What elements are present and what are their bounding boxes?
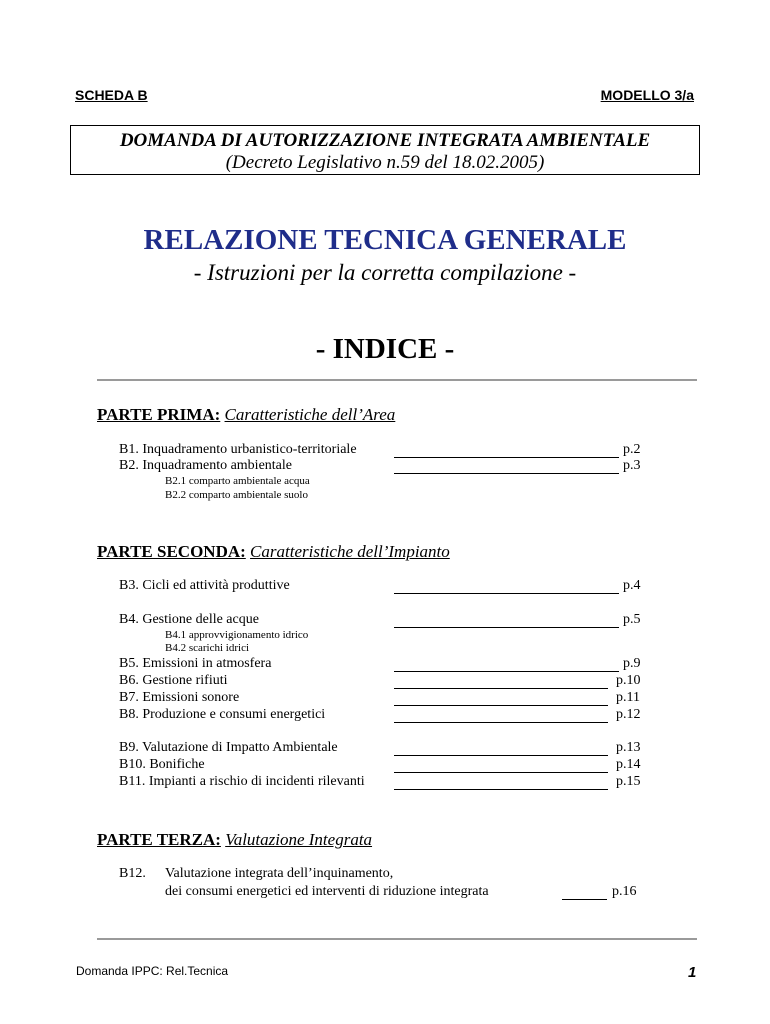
leader-line (394, 789, 608, 790)
leader-line (394, 705, 608, 706)
leader-line (394, 688, 608, 689)
part-heading-3 (97, 830, 372, 850)
part-heading-2 (97, 542, 450, 562)
scheda-label: SCHEDA B (75, 87, 148, 103)
divider-bottom (97, 938, 697, 940)
page-title: RELAZIONE TECNICA GENERALE (143, 224, 627, 256)
toc-entry-b11: B11. Impianti a rischio di incidenti rilevanti (119, 774, 365, 789)
page-ref: p.15 (616, 774, 641, 789)
toc-entry-b7: B7. Emissioni sonore (119, 690, 240, 705)
footer-label: Domanda IPPC: Rel.Tecnica (76, 964, 229, 978)
page-subtitle: - Istruzioni per la corretta compilazione - (193, 260, 577, 285)
page-ref: p.2 (623, 442, 641, 457)
heading-line-1: DOMANDA DI AUTORIZZAZIONE INTEGRATA AMBIENTALE (119, 130, 651, 151)
page-ref: p.12 (616, 707, 641, 722)
leader-line (394, 772, 608, 773)
page-ref: p.11 (616, 690, 640, 705)
page-ref: p.3 (623, 458, 641, 473)
page-ref: p.10 (616, 673, 641, 688)
part-name: PARTE PRIMA: (97, 405, 221, 424)
toc-entry-b12-line-2: dei consumi energetici ed interventi di riduzione integrata (165, 884, 489, 899)
toc-entry-b4: B4. Gestione delle acque (119, 612, 259, 627)
heading-line-2: (Decreto Legislativo n.59 del 18.02.2005) (225, 152, 545, 173)
leader-line (394, 755, 608, 756)
toc-entry-b12-number: B12. (119, 866, 146, 881)
leader-line (562, 899, 607, 900)
leader-line (394, 722, 608, 723)
toc-subentry-b4-1: B4.1 approvvigionamento idrico (165, 629, 309, 641)
page-ref: p.16 (612, 884, 637, 899)
leader-line (394, 671, 619, 672)
part-name: PARTE TERZA: (97, 830, 221, 849)
page-ref: p.14 (616, 757, 641, 772)
page-ref: p.13 (616, 740, 641, 755)
toc-entry-b2: B2. Inquadramento ambientale (119, 458, 292, 473)
part-heading-1 (97, 405, 395, 425)
part-description: Caratteristiche dell’Area (224, 405, 396, 424)
toc-subentry-b2-2: B2.2 comparto ambientale suolo (165, 489, 308, 501)
page-number: 1 (688, 964, 697, 981)
divider-top (97, 379, 697, 381)
toc-entry-b9: B9. Valutazione di Impatto Ambientale (119, 740, 338, 755)
leader-line (394, 457, 619, 458)
document-heading-box (70, 125, 700, 175)
toc-entry-b8: B8. Produzione e consumi energetici (119, 707, 326, 722)
modello-label: MODELLO 3/a (600, 87, 694, 103)
page-ref: p.9 (623, 656, 641, 671)
toc-entry-b10: B10. Bonifiche (119, 757, 205, 772)
toc-subentry-b4-2: B4.2 scarichi idrici (165, 642, 250, 654)
leader-line (394, 627, 619, 628)
toc-entry-b3: B3. Cicli ed attività produttive (119, 578, 290, 593)
leader-line (394, 473, 619, 474)
page-ref: p.5 (623, 612, 641, 627)
toc-entry-b5: B5. Emissioni in atmosfera (119, 656, 272, 671)
toc-subentry-b2-1: B2.1 comparto ambientale acqua (165, 475, 310, 487)
toc-entry-b1: B1. Inquadramento urbanistico-territoriale (119, 442, 357, 457)
part-description: Valutazione Integrata (225, 830, 373, 849)
index-heading: - INDICE - (315, 333, 455, 365)
page-ref: p.4 (623, 578, 641, 593)
leader-line (394, 593, 619, 594)
part-name: PARTE SECONDA: (97, 542, 246, 561)
toc-entry-b6: B6. Gestione rifiuti (119, 673, 228, 688)
toc-entry-b12-line-1: Valutazione integrata dell’inquinamento, (165, 866, 394, 881)
part-description: Caratteristiche dell’Impianto (250, 542, 450, 561)
